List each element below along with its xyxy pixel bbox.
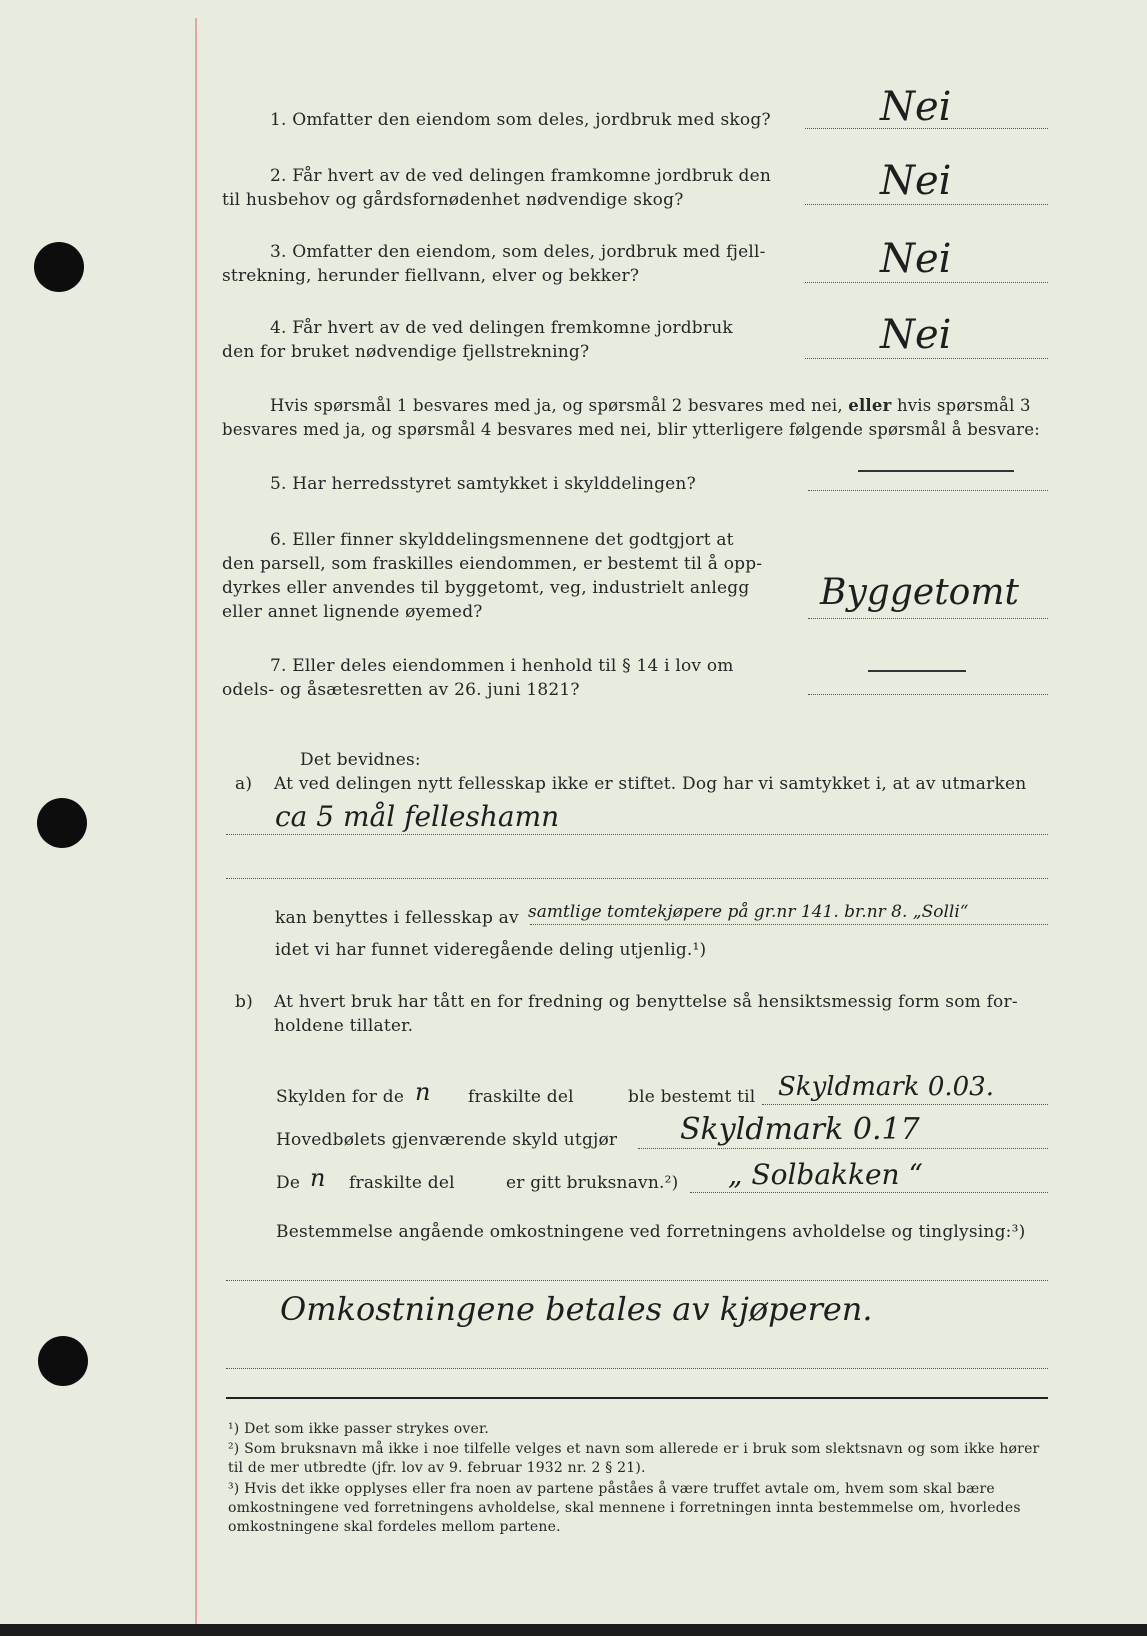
del-value: „ Solbakken “ [728,1158,923,1191]
answer-line-3 [805,282,1048,283]
footnote-rule [226,1397,1048,1399]
skyld-label-c: ble bestemt til [628,1087,756,1107]
punch-hole-top [34,242,84,292]
conditional-part-a: Hvis spørsmål 1 besvares med ja, og spørsmål 2 besvares med nei, [270,396,843,415]
answer-line-2 [805,204,1048,205]
question-7-line1: 7. Eller deles eiendommen i henhold til § 14 i lov om [270,656,734,676]
item-a-handwritten: ca 5 mål felleshamn [275,800,560,833]
cost-value: Omkostningene betales av kjøperen. [280,1290,873,1328]
answer-3: Nei [880,236,952,282]
answer-line-6 [808,618,1048,619]
cost-line2 [226,1368,1048,1369]
item-a-line2 [226,878,1048,879]
answer-line-4 [805,358,1048,359]
hoved-line [638,1148,1048,1149]
question-2-line1: 2. Får hvert av de ved delingen framkomne jordbruk den [270,166,772,186]
answer-5-dash [858,470,1014,472]
answer-6: Byggetomt [820,572,1019,613]
del-label-c: er gitt bruksnavn.²) [506,1173,679,1193]
question-3-line1: 3. Omfatter den eiendom, som deles, jordbruk med fjell- [270,242,766,262]
answer-2: Nei [880,158,952,204]
question-4-line2: den for bruket nødvendige fjellstrekning? [222,342,590,362]
answer-line-5 [808,490,1048,491]
del-hw-n: n [310,1164,326,1192]
skyld-label-a: Skylden for de [276,1087,405,1107]
item-a-label: a) [235,774,253,794]
answer-7-dash [868,670,966,672]
conditional-line1 [270,396,1031,415]
certification-heading: Det bevidnes: [300,750,421,770]
conditional-line2: besvares med ja, og spørsmål 4 besvares med nei, blir ytterligere følgende spørsmål å besvare: [222,420,1040,439]
skyld-hw-n: n [415,1078,431,1106]
conditional-part-b: hvis spørsmål 3 [896,396,1031,415]
skyld-value: Skyldmark 0.03. [778,1072,994,1102]
question-4-line1: 4. Får hvert av de ved delingen fremkomne jordbruk [270,318,733,338]
hoved-label: Hovedbølets gjenværende skyld utgjør [276,1130,618,1150]
shared-suffix: idet vi har funnet videregående deling utjenlig.¹) [275,940,707,960]
punch-hole-middle [37,798,87,848]
punch-hole-bottom [38,1336,88,1386]
answer-4: Nei [880,312,952,358]
hoved-value: Skyldmark 0.17 [680,1112,920,1147]
answer-line-7 [808,694,1048,695]
answer-1: Nei [880,84,952,130]
cost-line1 [226,1280,1048,1281]
item-b-line2: holdene tillater. [274,1016,414,1036]
footnote-2: ²) Som bruksnavn må ikke i noe tilfelle velges et navn som allerede er i bruk som slektsnavn og som ikke hører til de mer utbredte (jfr. lov av 9. februar 1932 nr. 2 § 21). [228,1441,1040,1476]
question-6-line2: den parsell, som fraskilles eiendommen, er bestemt til å opp- [222,554,763,574]
question-7-line2: odels- og åsætesretten av 26. juni 1821? [222,680,580,700]
shared-line [530,924,1048,925]
question-2-line2: til husbehov og gårdsfornødenhet nødvendige skog? [222,190,684,210]
question-6-line4: eller annet lignende øyemed? [222,602,483,622]
skyld-label-b: fraskilte del [468,1087,574,1107]
cost-label: Bestemmelse angående omkostningene ved forretningens avholdelse og tinglysing:³) [276,1222,1026,1242]
shared-prefix: kan benyttes i fellesskap av [275,908,519,928]
question-3-line2: strekning, herunder fiellvann, elver og bekker? [222,266,640,286]
conditional-bold: eller [848,396,892,415]
margin-line [195,18,197,1624]
footnote-1: ¹) Det som ikke passer strykes over. [228,1421,489,1437]
footnote-3: ³) Hvis det ikke opplyses eller fra noen av partene påståes å være truffet avtale om, hvem som skal bære omkostningene ved forretningens avholdelse, skal mennene i forretningen innta bestemmelse om, hvorledes omkostningene skal fordeles mellom partene. [228,1481,1021,1535]
skyld-line [762,1104,1048,1105]
shared-handwritten: samtlige tomtekjøpere på gr.nr 141. br.nr 8. „Solli“ [528,902,969,922]
question-5: 5. Har herredsstyret samtykket i skylddelingen? [270,474,696,494]
item-a-line1 [226,834,1048,835]
item-a-text: At ved delingen nytt fellesskap ikke er stiftet. Dog har vi samtykket i, at av utmarken [274,774,1027,794]
del-label-b: fraskilte del [349,1173,455,1193]
del-label-a: De [276,1173,301,1193]
item-b-label: b) [235,992,253,1012]
question-1: 1. Omfatter den eiendom som deles, jordbruk med skog? [270,110,771,130]
question-6-line3: dyrkes eller anvendes til byggetomt, veg, industrielt anlegg [222,578,750,598]
del-line [690,1192,1048,1193]
item-b-line1: At hvert bruk har tått en for fredning og benyttelse så hensiktsmessig form som for- [274,992,1018,1012]
question-6-line1: 6. Eller finner skylddelingsmennene det godtgjort at [270,530,734,550]
